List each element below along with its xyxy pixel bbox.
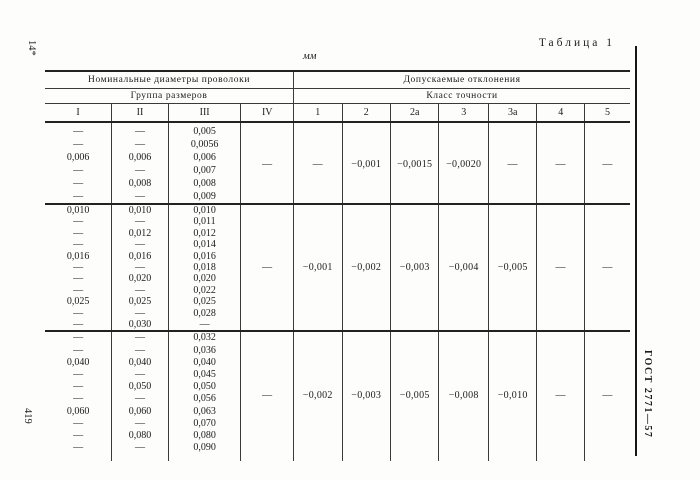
diameter-cell: — [112, 418, 169, 430]
column-header-row [45, 104, 630, 123]
diameter-cell: 0,005 [168, 122, 241, 138]
column-header: 2 [342, 104, 390, 123]
diameter-cell: 0,030 [112, 319, 169, 331]
diameter-cell: — [112, 285, 169, 296]
diameter-cell: 0,060 [112, 406, 169, 418]
deviation-cell: −0,005 [488, 204, 536, 331]
group-iv-cell: — [241, 204, 294, 331]
diameter-cell: — [45, 138, 112, 151]
table-header [45, 71, 630, 122]
diameter-cell: — [112, 164, 169, 177]
group-header: Номинальные диаметры проволоки [45, 71, 294, 89]
diameter-cell: 0,007 [168, 164, 241, 177]
deviation-cell: −0,0020 [439, 122, 489, 204]
diameter-cell: 0,056 [168, 393, 241, 405]
diameter-cell: 0,014 [168, 239, 241, 250]
deviation-cell: −0,002 [342, 204, 390, 331]
diameter-cell: 0,025 [168, 296, 241, 307]
diameter-cell: — [45, 228, 112, 239]
diameter-cell: 0,009 [168, 190, 241, 204]
group-iv-cell: — [241, 122, 294, 204]
diameter-cell: 0,028 [168, 308, 241, 319]
diameter-cell: 0,010 [168, 204, 241, 216]
sub-header: Класс точности [294, 89, 630, 104]
diameter-cell: 0,050 [168, 381, 241, 393]
unit-label: мм [303, 51, 317, 62]
diameter-cell: 0,008 [112, 177, 169, 190]
deviation-cell: — [537, 204, 584, 331]
table-row [45, 331, 630, 344]
table-row [45, 204, 630, 216]
group-header-row [45, 71, 630, 89]
deviation-cell: — [584, 331, 630, 460]
diameter-cell: — [45, 216, 112, 227]
deviation-cell: −0,003 [342, 331, 390, 460]
diameter-cell: — [45, 331, 112, 344]
diameter-cell: 0,080 [112, 430, 169, 442]
column-header: 5 [584, 104, 630, 123]
diameter-cell: 0,040 [168, 357, 241, 369]
diameter-cell: 0,020 [168, 273, 241, 284]
diameter-cell: — [112, 138, 169, 151]
diameter-cell: — [112, 122, 169, 138]
column-header: III [168, 104, 241, 123]
deviation-cell: −0,005 [390, 331, 438, 460]
deviation-cell: — [584, 122, 630, 204]
column-header: 4 [537, 104, 584, 123]
diameter-cell: 0,063 [168, 406, 241, 418]
diameter-cell: — [112, 239, 169, 250]
deviation-cell: −0,010 [488, 331, 536, 460]
diameter-cell: — [45, 308, 112, 319]
deviation-cell: — [537, 122, 584, 204]
diameter-cell: 0,010 [45, 204, 112, 216]
diameter-cell: 0,045 [168, 369, 241, 381]
deviation-cell: −0,001 [294, 204, 342, 331]
diameter-cell: 0,090 [168, 442, 241, 460]
diameter-cell: 0,011 [168, 216, 241, 227]
data-table [45, 70, 630, 461]
signature-mark: 14* [26, 40, 37, 56]
deviation-cell: — [584, 204, 630, 331]
diameter-cell: — [112, 369, 169, 381]
diameter-cell: — [112, 331, 169, 344]
deviation-cell: −0,003 [390, 204, 438, 331]
diameter-cell: — [112, 190, 169, 204]
diameter-cell: — [45, 273, 112, 284]
column-header: 3а [488, 104, 536, 123]
diameter-cell: 0,006 [168, 151, 241, 164]
margin-rule [635, 46, 637, 456]
diameter-cell: 0,010 [112, 204, 169, 216]
diameter-cell: — [45, 418, 112, 430]
diameter-cell: 0,008 [168, 177, 241, 190]
deviation-cell: — [537, 331, 584, 460]
diameter-cell: — [45, 442, 112, 460]
diameter-cell: 0,070 [168, 418, 241, 430]
deviation-cell: −0,004 [439, 204, 489, 331]
diameter-cell: — [45, 164, 112, 177]
diameter-cell: 0,016 [168, 251, 241, 262]
diameter-cell: 0,016 [45, 251, 112, 262]
sub-header-row [45, 89, 630, 104]
diameter-cell: — [45, 239, 112, 250]
group-header: Допускаемые отклонения [294, 71, 630, 89]
diameter-cell: — [112, 216, 169, 227]
column-header: I [45, 104, 112, 123]
diameter-cell: 0,016 [112, 251, 169, 262]
diameter-cell: — [112, 308, 169, 319]
diameter-cell: — [45, 319, 112, 331]
column-header: 3 [439, 104, 489, 123]
column-header: 1 [294, 104, 342, 123]
diameter-cell: 0,012 [112, 228, 169, 239]
deviation-cell: −0,0015 [390, 122, 438, 204]
diameter-cell: — [45, 177, 112, 190]
column-header: 2а [390, 104, 438, 123]
size-block [45, 331, 630, 460]
size-block [45, 122, 630, 204]
column-header: IV [241, 104, 294, 123]
table-row [45, 122, 630, 138]
diameter-cell: — [45, 285, 112, 296]
page-number: 419 [22, 408, 33, 424]
deviation-cell: −0,002 [294, 331, 342, 460]
diameter-cell: — [112, 345, 169, 357]
sub-header: Группа размеров [45, 89, 294, 104]
deviation-cell: −0,008 [439, 331, 489, 460]
diameter-cell: 0,025 [112, 296, 169, 307]
diameter-cell: 0,025 [45, 296, 112, 307]
group-iv-cell: — [241, 331, 294, 460]
diameter-cell: 0,020 [112, 273, 169, 284]
diameter-cell: 0,080 [168, 430, 241, 442]
diameter-cell: — [45, 345, 112, 357]
diameter-cell: 0,0056 [168, 138, 241, 151]
size-block [45, 204, 630, 331]
diameter-cell: — [45, 430, 112, 442]
diameter-cell: — [112, 393, 169, 405]
diameter-cell: 0,050 [112, 381, 169, 393]
diameter-cell: 0,040 [45, 357, 112, 369]
diameter-cell: — [112, 442, 169, 460]
diameter-cell: — [168, 319, 241, 331]
diameter-cell: — [45, 381, 112, 393]
column-header: II [112, 104, 169, 123]
diameter-cell: — [45, 122, 112, 138]
deviation-cell: — [488, 122, 536, 204]
diameter-cell: — [45, 369, 112, 381]
deviation-cell: −0,001 [342, 122, 390, 204]
diameter-cell: — [45, 393, 112, 405]
diameter-cell: 0,036 [168, 345, 241, 357]
diameter-cell: 0,040 [112, 357, 169, 369]
table-caption: Таблица 1 [538, 37, 615, 49]
diameter-cell: — [45, 190, 112, 204]
diameter-cell: — [45, 262, 112, 273]
deviation-cell: — [294, 122, 342, 204]
diameter-cell: — [112, 262, 169, 273]
diameter-cell: 0,032 [168, 331, 241, 344]
diameter-cell: 0,018 [168, 262, 241, 273]
diameter-cell: 0,060 [45, 406, 112, 418]
diameter-cell: 0,012 [168, 228, 241, 239]
diameter-cell: 0,006 [112, 151, 169, 164]
gost-designation: ГОСТ 2771—57 [642, 350, 653, 439]
diameter-cell: 0,022 [168, 285, 241, 296]
diameter-cell: 0,006 [45, 151, 112, 164]
